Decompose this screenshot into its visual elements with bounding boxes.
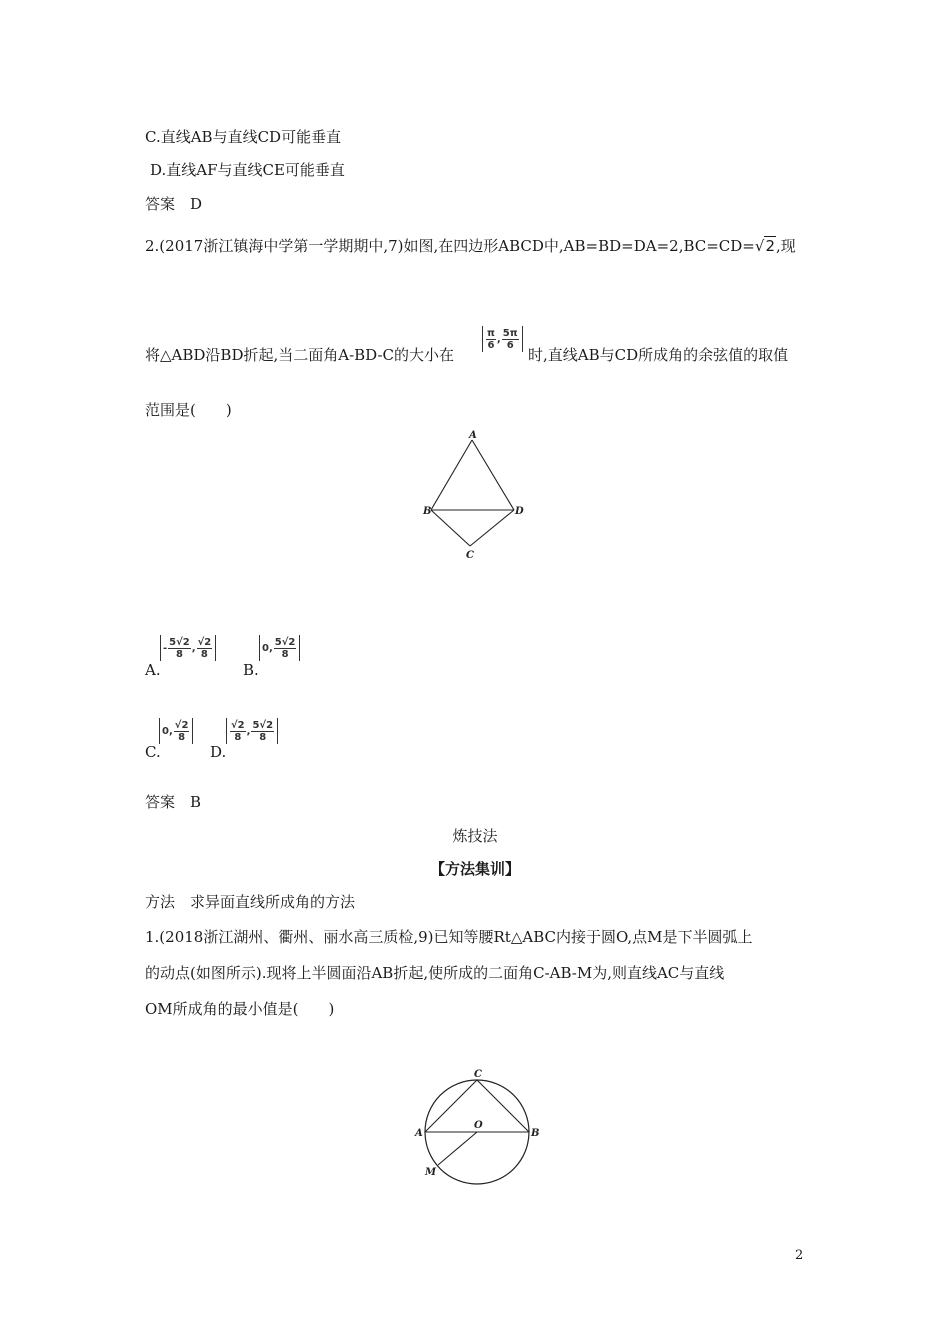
section-subtitle: 【方法集训】 (429, 860, 520, 878)
choice-c-interval: 0 , $\frac{√2}{8}$ (159, 718, 193, 744)
label-a: A (415, 1128, 423, 1139)
option-c: C.直线AB与直线CD可能垂直 (145, 128, 342, 146)
section-title: 炼技法 (452, 827, 498, 845)
option-d: D.直线AF与直线CE可能垂直 (150, 161, 345, 179)
question-1-line-2: 的动点(如图所示).现将上半圆面沿AB折起,使所成的二面角C-AB-M为,则直线AC与直线 (145, 964, 725, 982)
q2-text-a: 2.(2017浙江镇海中学第一学期期中,7)如图,在四边形ABCD中,AB=BD=DA=2,BC=CD= (145, 237, 755, 255)
method-heading: 方法 求异面直线所成角的方法 (145, 893, 356, 911)
choice-a-label: A. (145, 661, 161, 679)
edge-ad (472, 440, 514, 510)
choice-d-label: D. (210, 743, 227, 761)
page-number: 2 (795, 1248, 804, 1263)
sqrt-radicand: 2 (765, 237, 775, 255)
segment-om (438, 1132, 477, 1165)
edge-cd (470, 510, 514, 546)
choice-d-interval: $\frac{√2}{8}$ , $\frac{5√2}{8}$ (226, 718, 278, 744)
label-c: C (466, 550, 474, 561)
question-2-line-3: 范围是( ) (145, 401, 232, 419)
label-c: C (474, 1069, 482, 1080)
label-b: B (531, 1128, 540, 1139)
question-1-line-1: 1.(2018浙江湖州、衢州、丽水高三质检,9)已知等腰Rt△ABC内接于圆O,点M是下半圆弧上 (145, 928, 753, 946)
label-a: A (469, 430, 477, 441)
sqrt-two: √2 (754, 237, 775, 255)
answer-1: 答案 D (145, 195, 203, 213)
segment-cb (477, 1080, 529, 1132)
figure-circle-o (410, 1065, 550, 1185)
edge-bc (431, 510, 470, 546)
label-b: B (423, 506, 432, 517)
choice-c-label: C. (145, 743, 161, 761)
answer-2: 答案 B (145, 793, 202, 811)
q2-text-b: ,现 (776, 237, 796, 255)
interval-pi6-5pi6: $\frac{\pi}{6}$ , $\frac{5\pi}{6}$ (482, 326, 523, 352)
figure-quadrilateral-abcd (420, 428, 530, 564)
question-2-line-2a: 将△ABD沿BD折起,当二面角A-BD-C的大小在 (145, 346, 455, 364)
frac-left: $\frac{\pi}{6}$ (487, 327, 495, 351)
choice-b-label: B. (243, 661, 259, 679)
question-2-line-2b: 时,直线AB与CD所成角的余弦值的取值 (528, 346, 789, 364)
label-d: D (515, 506, 524, 517)
frac-right: $\frac{5\pi}{6}$ (502, 327, 518, 351)
label-o: O (474, 1120, 483, 1131)
choice-a-interval: - $\frac{5√2}{8}$ , $\frac{√2}{8}$ (160, 635, 216, 661)
segment-ac (425, 1080, 477, 1132)
question-1-line-3: OM所成角的最小值是( ) (145, 1000, 335, 1018)
question-2-line-1 (145, 236, 796, 256)
label-m: M (425, 1167, 437, 1178)
edge-ab (431, 440, 472, 510)
choice-b-interval: 0 , $\frac{5√2}{8}$ (259, 635, 300, 661)
